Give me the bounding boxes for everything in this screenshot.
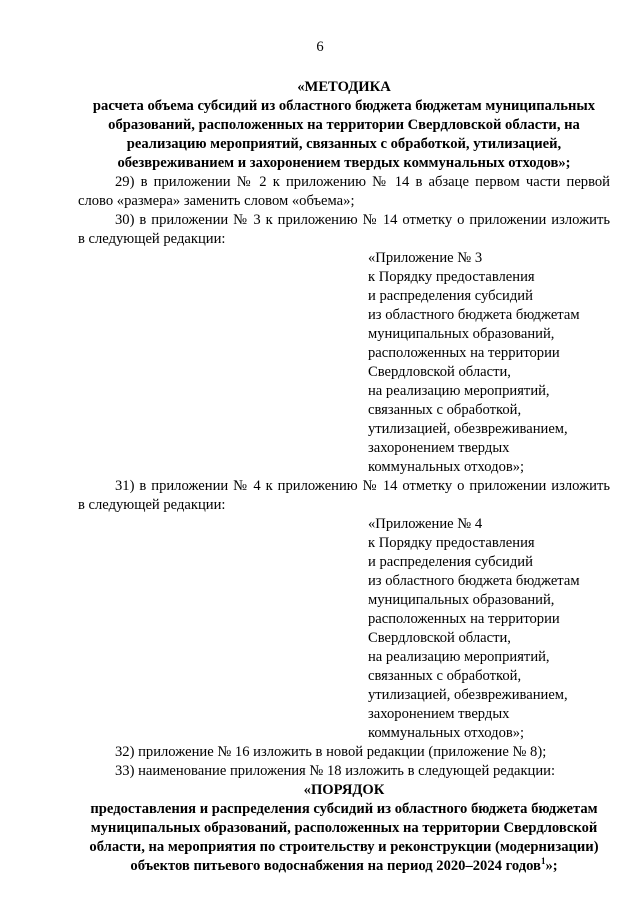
- item-29-line-1: 29) в приложении № 2 к приложению № 14 в абзаце первом части первой: [115, 174, 610, 190]
- appendix-4-line-1: «Приложение № 4: [368, 516, 483, 532]
- appendix-4-line-9: связанных с обработкой,: [368, 668, 522, 684]
- methodology-title-line-2: образований, расположенных на территории Свердловской области, на: [108, 117, 580, 133]
- item-31-line-2: в следующей редакции:: [78, 497, 226, 513]
- appendix-3-line-8: на реализацию мероприятий,: [368, 383, 550, 399]
- appendix-3-line-9: связанных с обработкой,: [368, 402, 522, 418]
- appendix-4-line-6: расположенных на территории: [368, 611, 560, 627]
- appendix-4-line-7: Свердловской области,: [368, 630, 511, 646]
- item-30-line-1: 30) в приложении № 3 к приложению № 14 отметку о приложении изложить: [115, 212, 610, 228]
- appendix-4-line-5: муниципальных образований,: [368, 592, 555, 608]
- item-33: 33) наименование приложения № 18 изложить в следующей редакции:: [115, 763, 556, 779]
- appendix-3-line-1: «Приложение № 3: [368, 250, 483, 266]
- footnote-mark: 1: [540, 856, 546, 867]
- appendix-3-line-5: муниципальных образований,: [368, 326, 555, 342]
- item-30-line-2: в следующей редакции:: [78, 231, 226, 247]
- procedure-title-last-text: объектов питьевого водоснабжения на период 2020–2024 годов: [130, 858, 541, 874]
- appendix-3-line-12: коммунальных отходов»;: [368, 459, 525, 475]
- procedure-heading: «ПОРЯДОК: [303, 782, 385, 798]
- methodology-title-line-4: обезвреживанием и захоронением твердых коммунальных отходов»;: [117, 155, 571, 171]
- methodology-title-line-1: расчета объема субсидий из областного бюджета бюджетам муниципальных: [92, 98, 596, 114]
- appendix-4-line-12: коммунальных отходов»;: [368, 725, 525, 741]
- procedure-title-line-4: [78, 857, 610, 876]
- appendix-4-line-11: захоронением твердых: [368, 706, 510, 722]
- methodology-heading: «МЕТОДИКА: [297, 79, 391, 95]
- appendix-3-line-3: и распределения субсидий: [368, 288, 533, 304]
- item-31-line-1: 31) в приложении № 4 к приложению № 14 отметку о приложении изложить: [115, 478, 610, 494]
- appendix-4-line-2: к Порядку предоставления: [368, 535, 535, 551]
- appendix-3-line-7: Свердловской области,: [368, 364, 511, 380]
- item-29-line-2: слово «размера» заменить словом «объема»;: [78, 193, 355, 209]
- appendix-4-line-10: утилизацией, обезвреживанием,: [368, 687, 568, 703]
- procedure-title-line-2: муниципальных образований, расположенных на территории Свердловской: [90, 820, 598, 836]
- appendix-4-line-8: на реализацию мероприятий,: [368, 649, 550, 665]
- appendix-3-line-4: из областного бюджета бюджетам: [368, 307, 580, 323]
- item-32: 32) приложение № 16 изложить в новой редакции (приложение № 8);: [115, 744, 547, 760]
- appendix-3-line-6: расположенных на территории: [368, 345, 560, 361]
- appendix-4-line-3: и распределения субсидий: [368, 554, 533, 570]
- procedure-title-line-3: области, на мероприятия по строительству и реконструкции (модернизации): [89, 839, 599, 855]
- appendix-3-line-11: захоронением твердых: [368, 440, 510, 456]
- appendix-3-line-2: к Порядку предоставления: [368, 269, 535, 285]
- procedure-title-line-1: предоставления и распределения субсидий из областного бюджета бюджетам: [90, 801, 598, 817]
- page-number: 6: [316, 39, 324, 55]
- appendix-3-line-10: утилизацией, обезвреживанием,: [368, 421, 568, 437]
- procedure-title-closing: »;: [545, 858, 558, 874]
- methodology-title-line-3: реализацию мероприятий, связанных с обработкой, утилизацией,: [126, 136, 562, 152]
- appendix-4-line-4: из областного бюджета бюджетам: [368, 573, 580, 589]
